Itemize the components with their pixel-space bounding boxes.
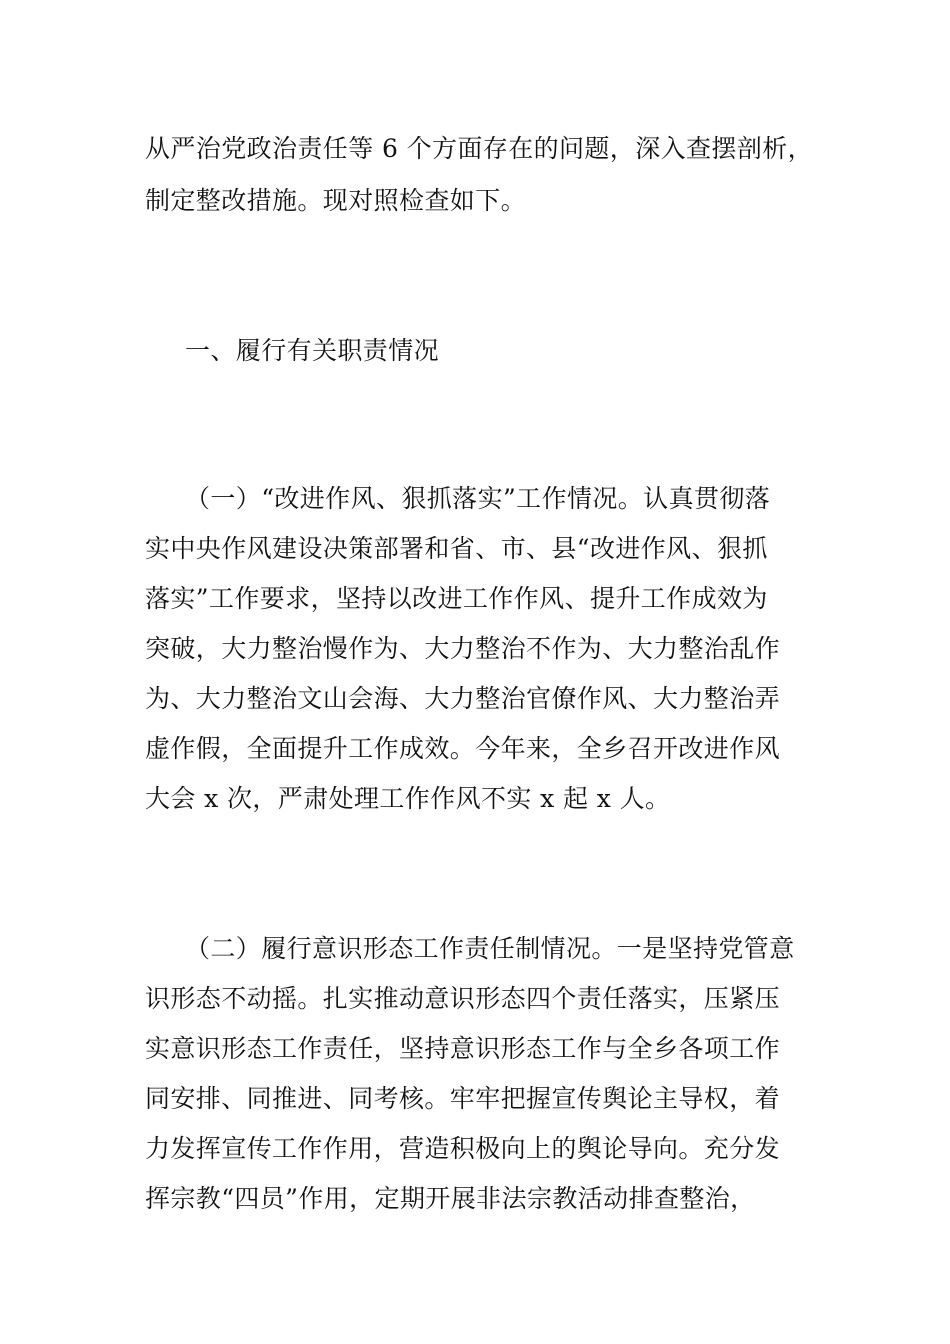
paragraph1-line-7: 大会 x 次，严肃处理工作作风不实 x 起 x 人。	[145, 784, 671, 813]
paragraph1-line-3: 落实”工作要求，坚持以改进工作作风、提升工作成效为	[145, 584, 768, 613]
paragraph2-line-3: 实意识形态工作责任，坚持意识形态工作与全乡各项工作	[145, 1034, 781, 1063]
section-heading: 一、履行有关职责情况	[185, 336, 440, 365]
paragraph1-line-2: 实中央作风建设决策部署和省、市、县“改进作风、狠抓	[145, 534, 768, 563]
paragraph1-line-4: 突破，大力整治慢作为、大力整治不作为、大力整治乱作	[145, 634, 781, 663]
paragraph2-line-4: 同安排、同推进、同考核。牢牢把握宣传舆论主导权，着	[145, 1084, 781, 1113]
paragraph2-line-2: 识形态不动摇。扎实推动意识形态四个责任落实，压紧压	[145, 984, 781, 1013]
intro-line-2: 制定整改措施。现对照检查如下。	[145, 186, 527, 215]
paragraph2-line-5: 力发挥宣传工作作用，营造积极向上的舆论导向。充分发	[145, 1134, 781, 1163]
paragraph1-line-1: （一）“改进作风、狠抓落实”工作情况。认真贯彻落	[185, 484, 771, 513]
paragraph2-line-6: 挥宗教“四员”作用，定期开展非法宗教活动排查整治，	[145, 1184, 756, 1213]
paragraph2-line-1: （二）履行意识形态工作责任制情况。一是坚持党管意	[185, 934, 795, 963]
paragraph1-line-6: 虚作假，全面提升工作成效。今年来，全乡召开改进作风	[145, 734, 781, 763]
intro-line-1: 从严治党政治责任等 6 个方面存在的问题，深入查摆剖析，	[145, 134, 814, 163]
paragraph1-line-5: 为、大力整治文山会海、大力整治官僚作风、大力整治弄	[145, 684, 781, 713]
